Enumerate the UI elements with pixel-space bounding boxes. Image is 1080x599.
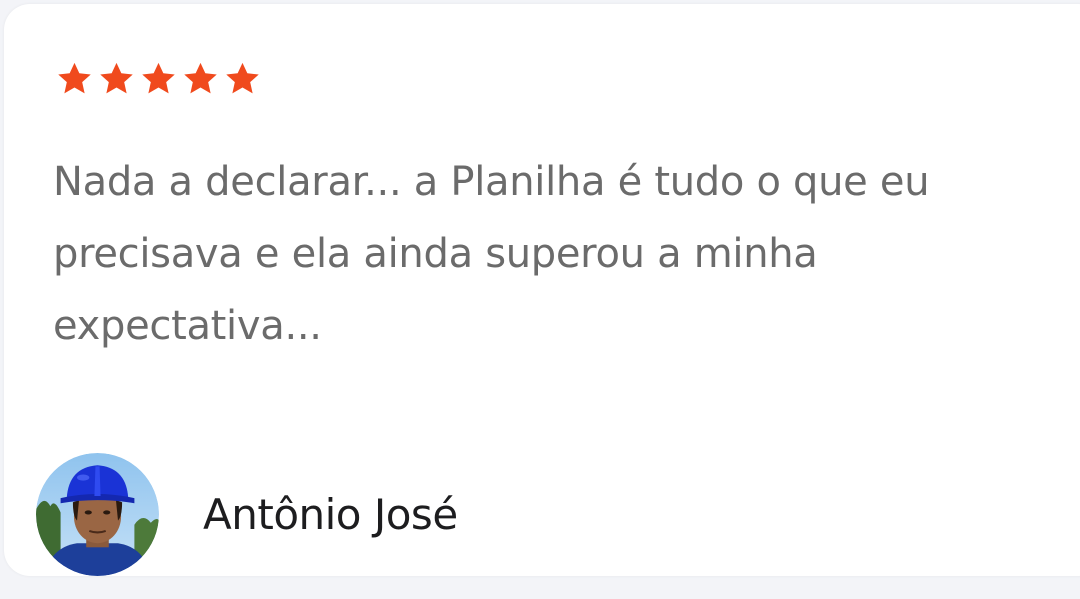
star-icon	[181, 60, 220, 98]
star-icon	[139, 60, 178, 98]
star-icon	[223, 60, 262, 98]
avatar-photo-icon	[36, 453, 159, 576]
star-rating	[55, 60, 262, 98]
review-text: Nada a declarar... a Planilha é tudo o que eu precisava e ela ainda superou a minha expectativa...	[53, 159, 930, 349]
author	[36, 453, 458, 576]
star-icon	[55, 60, 94, 98]
author-name: Antônio José	[203, 490, 458, 539]
star-icon	[97, 60, 136, 98]
testimonial-card	[4, 4, 1080, 576]
